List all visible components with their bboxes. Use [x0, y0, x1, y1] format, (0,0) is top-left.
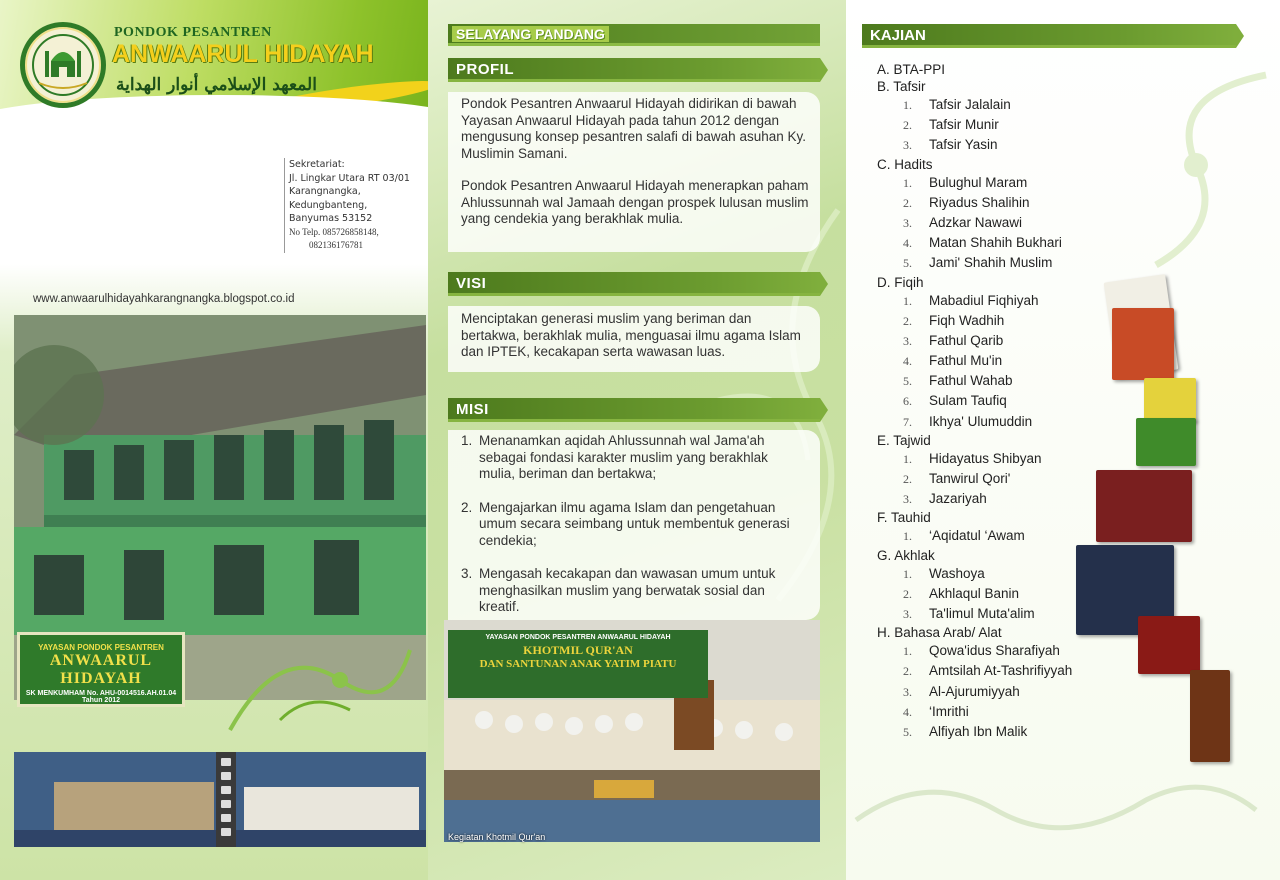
item-number: 3.	[903, 492, 912, 507]
item-number: 2.	[903, 313, 912, 328]
item-number: 2.	[903, 195, 912, 210]
item-number: 2.	[903, 586, 912, 601]
item-number: 1.	[903, 529, 912, 544]
banner-line2: ANWAARUL HIDAYAH	[49, 652, 153, 687]
kitab-title: Alfiyah Ibn Malik	[929, 723, 1028, 739]
item-number: 1.	[903, 566, 912, 581]
khotmil-banner	[448, 630, 708, 698]
kitab-title: Riyadus Shalihin	[929, 194, 1030, 210]
kitab-title: Mabadiul Fiqhiyah	[929, 292, 1039, 308]
kitab-title: Fathul Mu'in	[929, 353, 1003, 369]
kitab-title: Bulughul Maram	[929, 174, 1028, 190]
book-icon	[1096, 470, 1192, 542]
kajian-list	[877, 61, 1177, 742]
kitab-title: Washoya	[929, 565, 985, 581]
list-item	[461, 566, 806, 616]
list-item	[877, 115, 1177, 135]
visi-header: VISI	[448, 272, 820, 296]
visi-text: Menciptakan generasi muslim yang beriman dan bertakwa, berakhlak mulia, menguasai ilmu agama Islam dan IPTEK, kecakapan serta wawasan luas.	[461, 311, 801, 359]
secretariat-address	[284, 158, 410, 253]
kajian-category: C. Hadits	[877, 156, 933, 172]
decorative-swirl-icon	[846, 760, 1266, 860]
kajian-category: G. Akhlak	[877, 547, 935, 563]
org-subtitle: PONDOK PESANTREN	[114, 25, 272, 40]
film-strip	[216, 752, 236, 847]
kitab-title: Jazariyah	[929, 491, 987, 507]
left-panel	[0, 0, 428, 880]
list-item	[877, 213, 1177, 233]
kajian-header: KAJIAN	[862, 24, 1236, 48]
profil-header: PROFIL	[448, 58, 820, 82]
item-number: 6.	[903, 394, 912, 409]
item-number: 1.	[903, 451, 912, 466]
list-item	[877, 702, 1177, 722]
misi-box	[448, 430, 820, 620]
misi-text: Mengajarkan ilmu agama Islam dan pengetahuan umum secara seimbang untuk membentuk generasi cendekia;	[479, 499, 790, 548]
middle-panel	[428, 0, 846, 880]
misi-number: 1.	[461, 433, 473, 448]
kajian-category: E. Tajwid	[877, 432, 931, 448]
book-icon	[1190, 670, 1230, 762]
item-number: 5.	[903, 724, 912, 739]
list-item	[877, 135, 1177, 155]
misi-number: 2.	[461, 499, 473, 515]
phone-number: No Telp. 085726858148,	[289, 226, 379, 237]
kajian-category: F. Tauhid	[877, 510, 931, 526]
kitab-title: Tafsir Jalalain	[929, 97, 1011, 112]
list-item	[877, 641, 1177, 661]
kitab-title: Tafsir Yasin	[929, 137, 998, 153]
event-banner-line1: YAYASAN PONDOK PESANTREN ANWAARUL HIDAYAH	[485, 634, 671, 641]
kitab-title: Ta'limul Muta'alim	[929, 605, 1035, 621]
kitab-title: Adzkar Nawawi	[929, 214, 1023, 230]
item-number: 5.	[903, 374, 912, 389]
yayasan-banner	[17, 632, 185, 707]
list-item	[877, 449, 1177, 469]
selayang-label: SELAYANG PANDANG	[452, 26, 609, 42]
item-number: 3.	[903, 138, 912, 153]
misi-text: Menanamkan aqidah Ahlussunnah wal Jama'ah sebagai fondasi karakter muslim yang berakhlak mulia, beriman dan bertakwa;	[479, 433, 768, 481]
item-number: 3.	[903, 606, 912, 621]
list-item	[877, 722, 1177, 742]
kitab-title: ‘Imrithi	[929, 703, 969, 719]
address-line: Kedungbanteng,	[289, 199, 368, 211]
item-number: 2.	[903, 118, 912, 133]
profil-paragraph-1: Pondok Pesantren Anwaarul Hidayah didirikan di bawah Yayasan Anwaarul Hidayah pada tahun 2012 dengan mengusung konsep pesantren salafi di bawah asuhan Ky. Muslimin Samani.	[461, 96, 806, 161]
right-panel	[846, 0, 1280, 880]
list-item	[877, 95, 1177, 115]
misi-text: Mengasah kecakapan dan wawasan umum untuk menghasilkan muslim yang berwatak sosial dan kreatif.	[479, 566, 776, 614]
item-number: 4.	[903, 236, 912, 251]
org-title: ANWAARUL HIDAYAH	[112, 40, 374, 68]
list-item	[877, 253, 1177, 273]
secretariat-label: Sekretariat:	[289, 159, 345, 170]
kitab-title: Akhlaqul Banin	[929, 585, 1020, 601]
pesantren-logo	[20, 22, 106, 108]
book-icon	[1112, 308, 1174, 380]
kitab-title: Matan Shahih Bukhari	[929, 235, 1062, 251]
kitab-title: Tanwirul Qori'	[929, 471, 1011, 486]
kitab-title: Sulam Taufiq	[929, 393, 1007, 409]
list-item	[461, 433, 806, 483]
banner-line1: YAYASAN PONDOK PESANTREN	[38, 643, 164, 652]
kitab-title: Ikhya' Ulumuddin	[929, 413, 1033, 429]
book-icon	[1136, 418, 1196, 466]
address-line: Banyumas 53152	[289, 213, 373, 224]
item-number: 2.	[903, 664, 912, 679]
kitab-title: Hidayatus Shibyan	[929, 450, 1042, 466]
item-number: 1.	[903, 98, 912, 112]
item-number: 3.	[903, 333, 912, 348]
event-banner-line3: DAN SANTUNAN ANAK YATIM PIATU	[479, 658, 677, 670]
item-number: 1.	[903, 175, 912, 190]
website-url[interactable]: www.anwaarulhidayahkarangnangka.blogspot.co.id	[33, 293, 295, 305]
kitab-title: Amtsilah At-Tashrifiyyah	[929, 663, 1073, 679]
address-line: Jl. Lingkar Utara RT 03/01	[289, 172, 410, 184]
kitab-title: Fathul Qarib	[929, 332, 1004, 348]
list-item	[877, 661, 1177, 681]
decorative-swirl-icon	[220, 620, 420, 740]
photo-caption: Kegiatan Khotmil Qur'an	[448, 832, 546, 842]
kajian-category: A. BTA-PPI	[877, 62, 946, 77]
item-number: 5.	[903, 256, 912, 271]
list-item	[877, 412, 1177, 432]
book-icon	[1144, 378, 1196, 422]
misi-number: 3.	[461, 566, 473, 581]
org-arabic-title: المعهد الإسلامي أنوار الهداية	[116, 75, 317, 95]
profil-paragraph-2: Pondok Pesantren Anwaarul Hidayah menerapkan paham Ahlussunnah wal Jamaah dengan prospek lulusan muslim yang cendekia yang berakhlak mulia.	[461, 178, 809, 226]
list-item	[877, 233, 1177, 253]
list-item	[877, 173, 1177, 193]
visi-box	[448, 306, 820, 372]
list-item	[461, 500, 806, 550]
kajian-category: D. Fiqih	[877, 274, 924, 290]
kajian-category: B. Tafsir	[877, 79, 926, 94]
misi-list	[461, 433, 806, 616]
list-item	[877, 682, 1177, 702]
kitab-title: Tafsir Munir	[929, 117, 999, 133]
misi-header: MISI	[448, 398, 820, 422]
banner-line3: SK MENKUMHAM No. AHU-0014516.AH.01.04 Tahun 2012	[25, 690, 177, 704]
selayang-pandang-header	[448, 24, 820, 46]
kitab-title: Fiqh Wadhih	[929, 312, 1005, 328]
list-item	[877, 391, 1177, 411]
list-item	[877, 193, 1177, 213]
item-number: 1.	[903, 644, 912, 659]
mosque-icon	[25, 27, 101, 103]
item-number: 7.	[903, 414, 912, 429]
item-number: 4.	[903, 354, 912, 369]
profil-box	[448, 92, 820, 252]
item-number: 2.	[903, 472, 912, 486]
kitab-title: Qowa'idus Sharafiyah	[929, 643, 1060, 659]
item-number: 4.	[903, 704, 912, 719]
kitab-title: Fathul Wahab	[929, 373, 1013, 389]
event-banner-line2: KHOTMIL QUR'AN	[523, 643, 633, 657]
item-number: 3.	[903, 684, 912, 699]
kitab-title: ‘Aqidatul ‘Awam	[929, 528, 1025, 544]
kajian-category: H. Bahasa Arab/ Alat	[877, 625, 1002, 641]
item-number: 1.	[903, 293, 912, 308]
phone-number-2: 082136176781	[309, 240, 363, 250]
book-icon	[1138, 616, 1200, 674]
address-line: Karangnangka,	[289, 186, 361, 197]
item-number: 3.	[903, 215, 912, 230]
kitab-title: Jami' Shahih Muslim	[929, 255, 1053, 271]
kitab-title: Al-Ajurumiyyah	[929, 683, 1020, 699]
